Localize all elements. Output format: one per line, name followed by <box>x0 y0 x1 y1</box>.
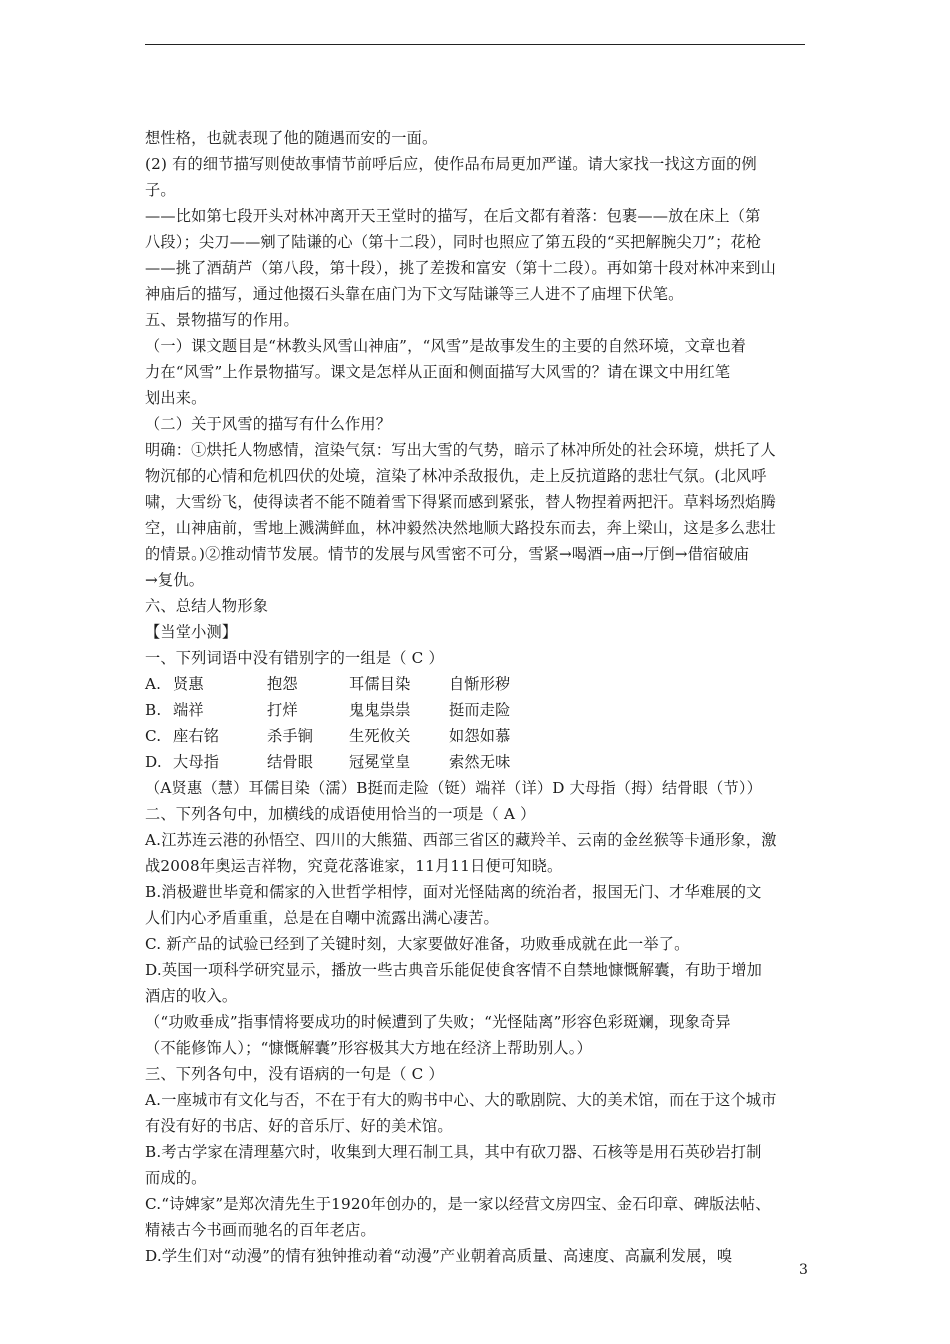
option-word: 座右铭 <box>173 727 220 745</box>
question-1-options <box>145 671 807 775</box>
document-body <box>145 125 807 1269</box>
text-line: 酒店的收入。 <box>145 987 238 1005</box>
text-line: 力在“风雪”上作景物描写。课文是怎样从正面和侧面描写大风雪的？请在课文中用红笔 <box>145 363 731 381</box>
text-line: （二）关于风雪的描写有什么作用？ <box>145 415 392 433</box>
text-line: 战2008年奥运吉祥物，究竟花落谁家，11月11日便可知晓。 <box>145 857 563 875</box>
option-word: 冠冕堂皇 <box>349 753 411 771</box>
option-word: 端祥 <box>173 701 204 719</box>
text-block-analysis <box>145 125 807 671</box>
option-word: 如怨如慕 <box>449 727 511 745</box>
text-line: 【当堂小测】 <box>145 623 238 641</box>
text-line: 神庙后的描写，通过他掇石头靠在庙门为下文写陆谦等三人进不了庙埋下伏笔。 <box>145 285 684 303</box>
option-word: 抱怨 <box>267 675 298 693</box>
text-line: A.江苏连云港的孙悟空、四川的大熊猫、西部三省区的藏羚羊、云南的金丝猴等卡通形象，激 <box>145 831 777 849</box>
text-line: 六、总结人物形象 <box>145 597 269 615</box>
text-line: 八段）；尖刀——剜了陆谦的心（第十二段），同时也照应了第五段的“买把解腕尖刀”；花枪 <box>145 233 762 251</box>
text-line: 的情景。)②推动情节发展。情节的发展与风雪密不可分，雪紧→喝酒→庙→厅倒→借宿破庙 <box>145 545 750 563</box>
option-word: 索然无味 <box>449 753 511 771</box>
text-line: 子。 <box>145 181 176 199</box>
text-line: 五、景物描写的作用。 <box>145 311 299 329</box>
option-key: B. <box>145 701 162 719</box>
option-row <box>145 749 807 775</box>
option-word: 大母指 <box>173 753 220 771</box>
text-line: D.学生们对“动漫”的情有独钟推动着“动漫”产业朝着高质量、高速度、高赢利发展，嗅 <box>145 1247 733 1265</box>
option-word: 挺而走险 <box>449 701 511 719</box>
text-line: 三、下列各句中，没有语病的一句是（ C ） <box>145 1065 444 1083</box>
text-line: 而成的。 <box>145 1169 207 1187</box>
text-line: 二、下列各句中，加横线的成语使用恰当的一项是（ A ） <box>145 805 536 823</box>
option-key: A. <box>145 675 162 693</box>
text-line: 划出来。 <box>145 389 207 407</box>
text-line: 精裱古今书画而驰名的百年老店。 <box>145 1221 376 1239</box>
text-block-questions <box>145 775 807 1269</box>
option-word: 结骨眼 <box>267 753 314 771</box>
option-word: 杀手锏 <box>267 727 314 745</box>
text-line: （一）课文题目是“林教头风雪山神庙”，“风雪”是故事发生的主要的自然环境，文章也着 <box>145 337 747 355</box>
text-line: →复仇。 <box>145 571 205 589</box>
option-key: D. <box>145 753 162 771</box>
option-key: C. <box>145 727 162 745</box>
text-line: ——比如第七段开头对林冲离开天王堂时的描写，在后文都有着落：包裹——放在床上（第 <box>145 207 761 225</box>
text-line: C.“诗婢家”是郑次清先生于1920年创办的，是一家以经营文房四宝、金石印章、碑版法帖、 <box>145 1195 771 1213</box>
text-line: 人们内心矛盾重重，总是在自嘲中流露出满心凄苦。 <box>145 909 499 927</box>
text-line: 啸，大雪纷飞，使得读者不能不随着雪下得紧而感到紧张，替人物捏着两把汗。草料场烈焰腾 <box>145 493 776 511</box>
text-line: A.一座城市有文化与否，不在于有大的购书中心、大的歌剧院、大的美术馆，而在于这个城市 <box>145 1091 777 1109</box>
page-number: 3 <box>799 1262 808 1278</box>
text-line: ——挑了酒葫芦（第八段，第十段），挑了差拨和富安（第十二段）。再如第十段对林冲来到山 <box>145 259 777 277</box>
text-line: （“功败垂成”指事情将要成功的时候遭到了失败；“光怪陆离”形容色彩斑斓，现象奇异 <box>145 1013 731 1031</box>
text-line: B.消极避世毕竟和儒家的入世哲学相悖，面对光怪陆离的统治者，报国无门、才华难展的文 <box>145 883 762 901</box>
option-word: 打烊 <box>267 701 298 719</box>
text-line: （A贤惠（慧）耳儒目染（濡）B挺而走险（铤）端祥（详）D 大母指（拇）结骨眼（节）） <box>145 779 763 797</box>
text-line: 有没有好的书店、好的音乐厅、好的美术馆。 <box>145 1117 453 1135</box>
text-line: 空，山神庙前，雪地上溅满鲜血，林冲毅然决然地顺大路投东而去，奔上梁山，这是多么悲壮 <box>145 519 776 537</box>
header-rule <box>145 44 805 45</box>
option-word: 鬼鬼祟祟 <box>349 701 411 719</box>
text-line: 物沉郁的心情和危机四伏的处境，渲染了林冲杀敌报仇，走上反抗道路的悲壮气氛。(北风呼 <box>145 467 767 485</box>
text-line: 明确：①烘托人物感情，渲染气氛：写出大雪的气势，暗示了林冲所处的社会环境，烘托了人 <box>145 441 776 459</box>
text-line: B.考古学家在清理墓穴时，收集到大理石制工具，其中有砍刀器、石核等是用石英砂岩打制 <box>145 1143 762 1161</box>
option-word: 耳儒目染 <box>349 675 411 693</box>
option-row <box>145 723 807 749</box>
option-word: 贤惠 <box>173 675 204 693</box>
option-row <box>145 697 807 723</box>
text-line: D.英国一项科学研究显示，播放一些古典音乐能促使食客情不自禁地慷慨解囊，有助于增加 <box>145 961 762 979</box>
text-line: 想性格，也就表现了他的随遇而安的一面。 <box>145 129 438 147</box>
option-word: 生死攸关 <box>349 727 411 745</box>
text-line: （不能修饰人）；“慷慨解囊”形容极其大方地在经济上帮助别人。） <box>145 1039 592 1057</box>
text-line: (2) 有的细节描写则使故事情节前呼后应，使作品布局更加严谨。请大家找一找这方面的例 <box>145 155 757 173</box>
text-line: 一、下列词语中没有错别字的一组是（ C ） <box>145 649 444 667</box>
option-row <box>145 671 807 697</box>
option-word: 自惭形秽 <box>449 675 511 693</box>
text-line: C. 新产品的试验已经到了关键时刻，大家要做好准备，功败垂成就在此一举了。 <box>145 935 690 953</box>
